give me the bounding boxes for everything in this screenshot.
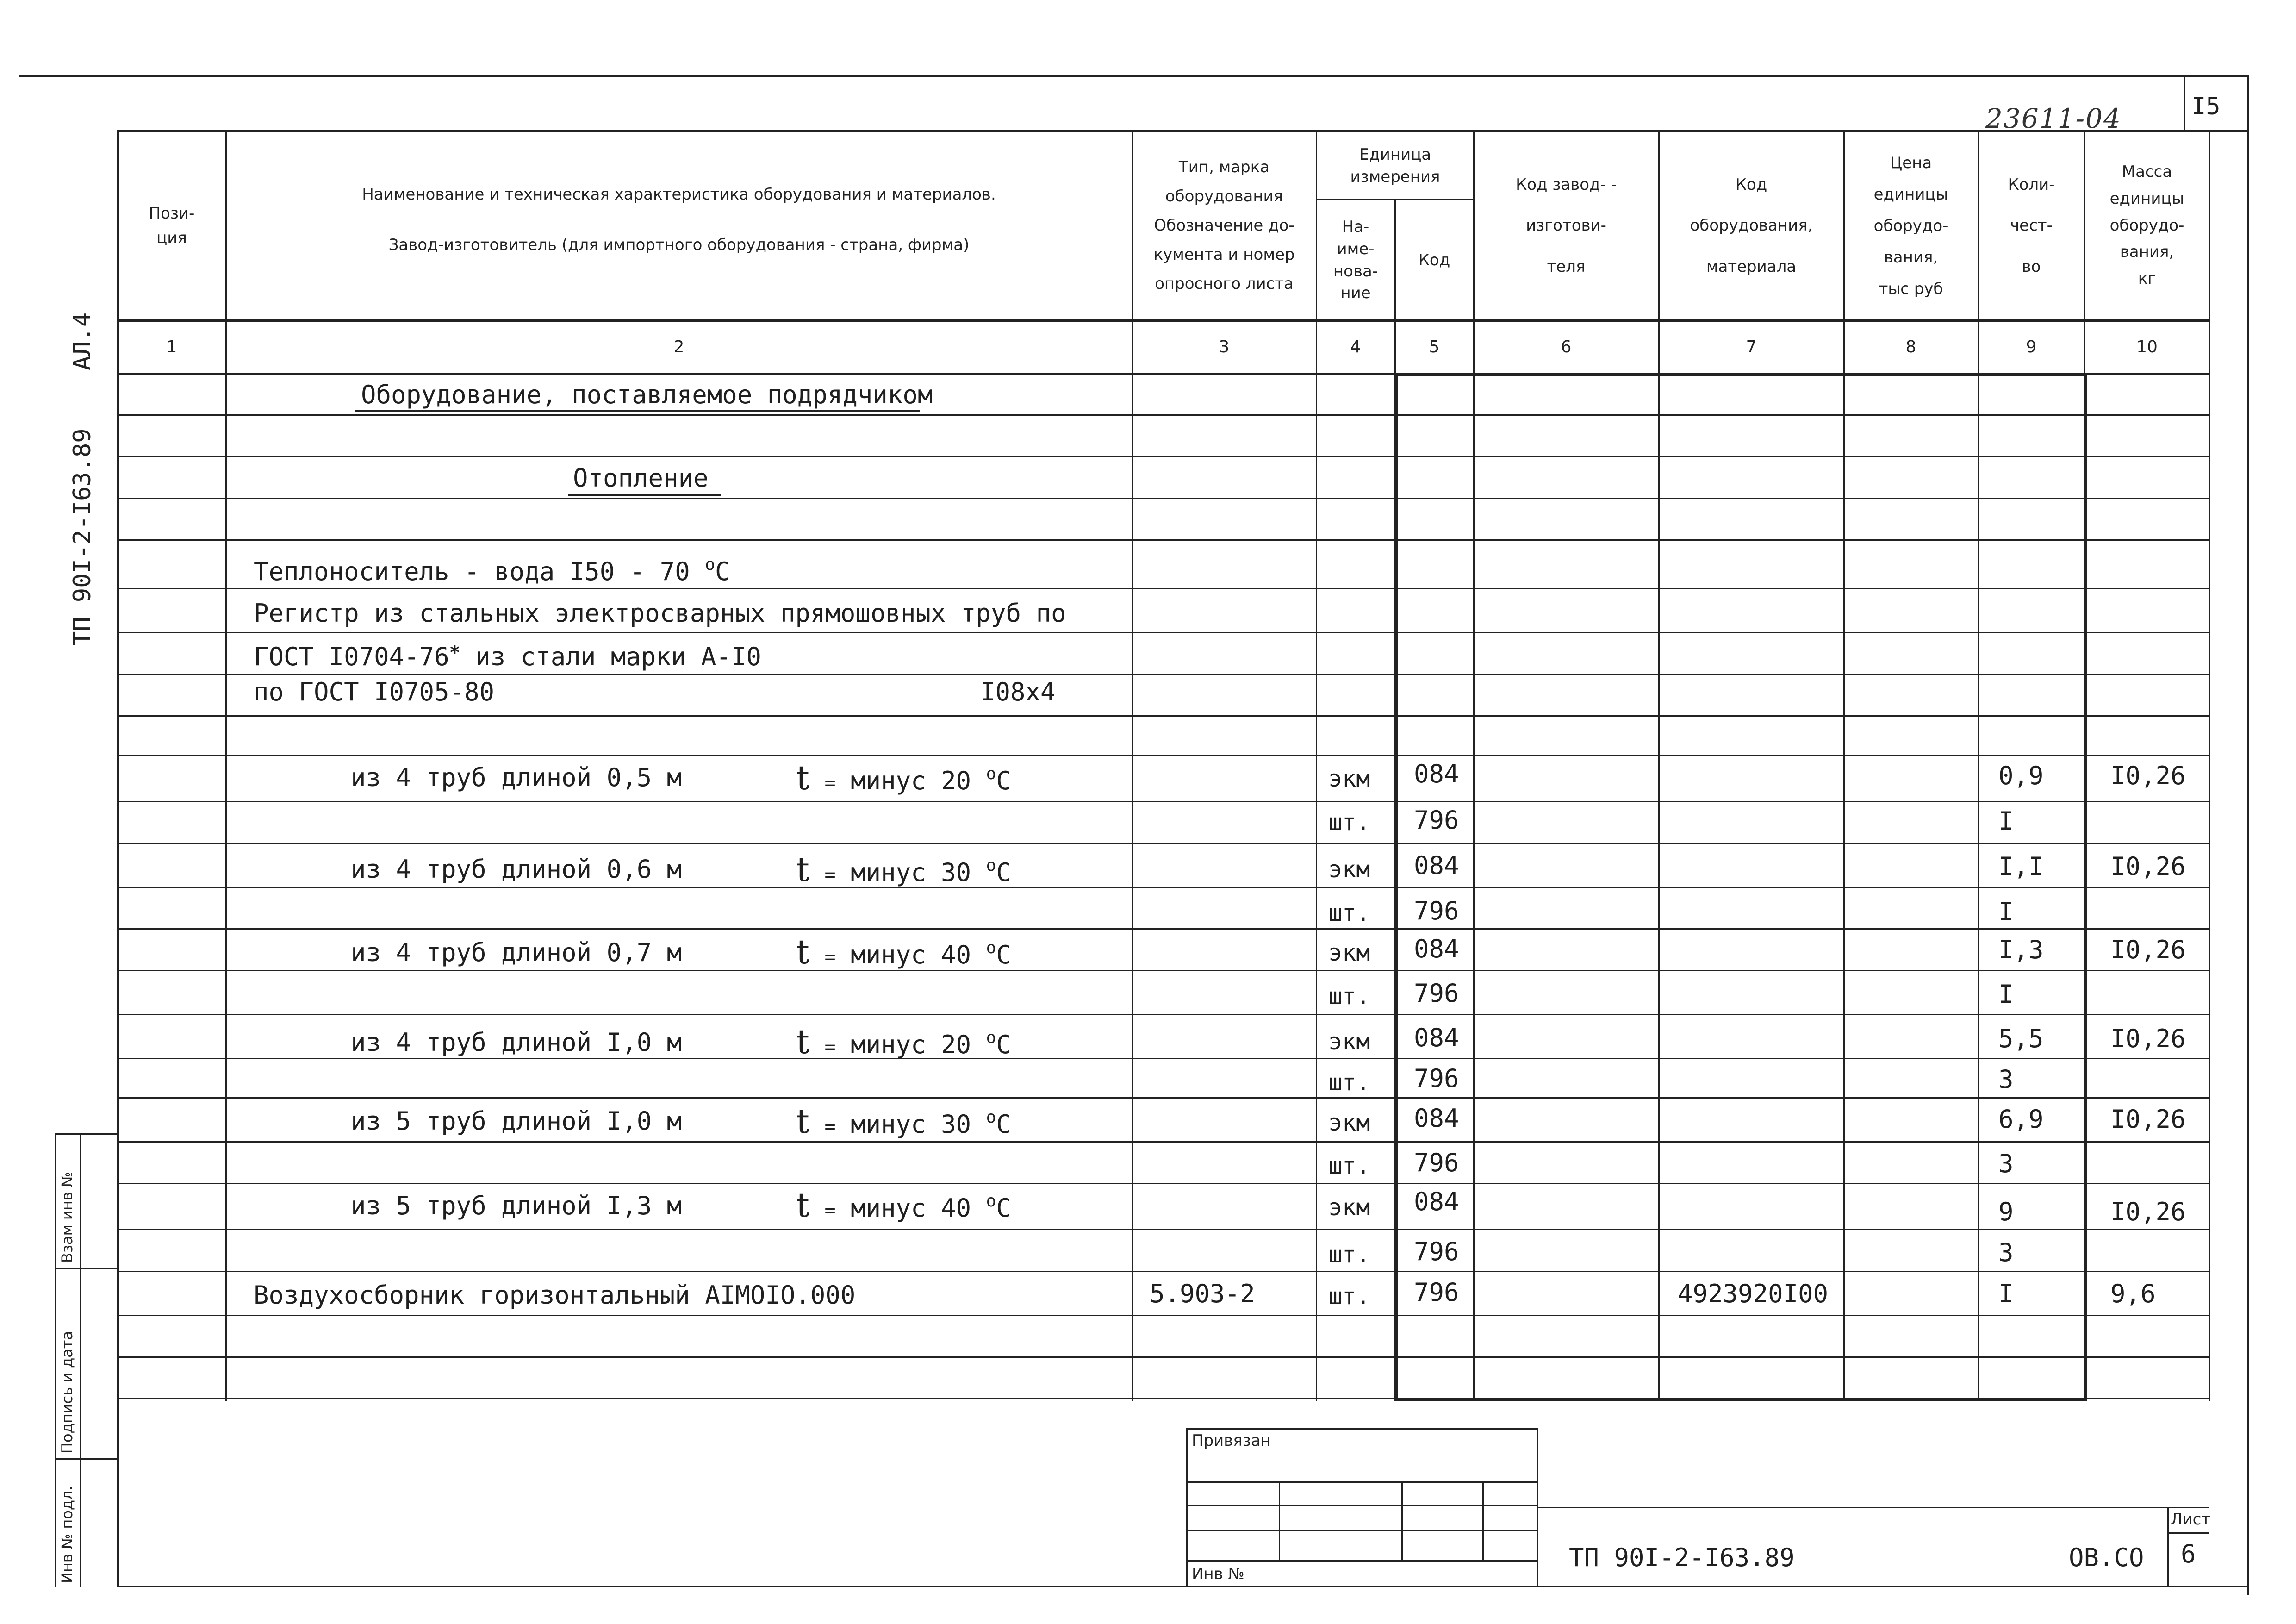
temp-symbol: t — [796, 1186, 809, 1224]
item-unit-code: 084 — [1414, 1023, 1459, 1052]
item-temp — [796, 1178, 1011, 1234]
left-strip-sep2 — [55, 1458, 118, 1460]
stamp-line — [1186, 1560, 1537, 1562]
row-line — [117, 1014, 2209, 1015]
degree-mark: o — [986, 1028, 996, 1047]
row-line — [117, 1356, 2209, 1358]
title-list-label: Лист — [2171, 1510, 2211, 1529]
item-unit: экм — [1328, 1194, 1370, 1221]
col-sep-7 — [1843, 130, 1845, 374]
register-pipe-size: I08х4 — [980, 677, 1056, 706]
side-podpis-data: Подпись и дата — [58, 1330, 76, 1454]
body-block-top — [1394, 373, 2087, 376]
stamp-inv-no: Инв № — [1192, 1565, 1244, 1583]
row-line — [117, 1271, 2209, 1272]
row-line — [117, 1398, 2209, 1399]
col-sep-1 — [225, 130, 227, 1401]
col-sep-3 — [1316, 130, 1317, 1401]
item-unit: экм — [1328, 1028, 1370, 1055]
stamp-col — [1482, 1481, 1484, 1560]
stamp-left — [1186, 1428, 1188, 1587]
row-line — [117, 632, 2209, 633]
temp-value: минус 30 — [851, 858, 986, 887]
frame-bottom — [117, 1586, 2248, 1587]
air-collector-type: 5.903-2 — [1150, 1279, 1255, 1308]
side-album: АЛ.4 — [68, 312, 96, 370]
item-qty: 5,5 — [1998, 1024, 2044, 1053]
temp-value: минус 40 — [851, 1193, 986, 1223]
item-temp — [796, 925, 1011, 981]
item-qty: 0,9 — [1998, 761, 2044, 790]
item-qty: 3 — [1998, 1149, 2014, 1178]
air-collector-unit: шт. — [1328, 1283, 1370, 1310]
col-sep-10-right — [2209, 130, 2210, 1401]
item-qty: 9 — [1998, 1197, 2014, 1226]
header-col4: На- име- нова- ние — [1333, 218, 1378, 303]
header-col2: Наименование и техническая характеристика оборудования и материалов. Завод-изготовитель (для импортного оборудования - страна, фирма) — [362, 185, 996, 255]
row-line — [117, 1229, 2209, 1230]
register-desc-line1: Регистр из стальных электросварных прямошовных труб по — [254, 599, 1066, 628]
temp-value: минус 30 — [851, 1110, 986, 1139]
handwritten-archive-id: 23611-04 — [1985, 103, 2122, 134]
header-units-group: Единица измерения — [1350, 145, 1440, 186]
left-strip-top — [55, 1133, 118, 1135]
celsius-unit: C — [996, 1110, 1011, 1139]
item-desc: из 4 труб длиной I,0 м — [351, 1028, 682, 1057]
col-sep-5 — [1473, 130, 1475, 374]
revision-star: * — [449, 642, 460, 663]
stamp-col — [1279, 1481, 1280, 1560]
item-qty: 3 — [1998, 1065, 2014, 1094]
header-col5: Код — [1418, 251, 1450, 270]
item-unit-code: 796 — [1414, 896, 1459, 925]
celsius-unit: C — [715, 557, 730, 586]
degree-mark: o — [986, 1108, 996, 1127]
item-mass: I0,26 — [2110, 935, 2186, 964]
celsius-unit: C — [996, 766, 1011, 795]
temp-symbol: t — [796, 758, 809, 797]
item-temp — [796, 1094, 1011, 1150]
colnum-10: 10 — [2136, 337, 2158, 356]
item-unit-code: 796 — [1414, 1064, 1459, 1093]
header-bottom-line — [117, 319, 2209, 322]
item-qty: I — [1998, 897, 2014, 926]
item-desc: из 4 труб длиной 0,5 м — [351, 763, 682, 792]
celsius-unit: C — [996, 1193, 1011, 1223]
colnum-6: 6 — [1561, 337, 1572, 356]
temp-symbol: t — [796, 1022, 809, 1061]
row-line — [117, 715, 2209, 717]
title-block-sheet-sep — [2167, 1507, 2169, 1587]
left-strip-sep1 — [55, 1268, 118, 1269]
row-line — [117, 1315, 2209, 1316]
equals-sign: = — [824, 773, 836, 794]
item-mass: I0,26 — [2110, 1105, 2186, 1134]
row-line — [117, 755, 2209, 756]
heat-carrier-text: Теплоноситель - вода I50 - 70 — [254, 557, 705, 586]
section-title-underline — [355, 410, 920, 412]
item-unit-code: 084 — [1414, 851, 1459, 880]
item-unit-code: 796 — [1414, 1148, 1459, 1177]
row-line — [117, 498, 2209, 499]
item-desc: из 5 труб длиной I,0 м — [351, 1106, 682, 1136]
colnum-9: 9 — [2026, 337, 2037, 356]
item-unit: экм — [1328, 765, 1370, 792]
temp-symbol: t — [796, 1102, 809, 1141]
side-vzam-inv: Взам инв № — [58, 1172, 76, 1263]
air-collector-equip-code: 4923920I00 — [1678, 1279, 1829, 1308]
item-unit-code: 084 — [1414, 759, 1459, 788]
colnum-5: 5 — [1429, 337, 1440, 356]
item-unit: шт. — [1328, 1152, 1370, 1179]
item-unit-code: 796 — [1414, 806, 1459, 835]
left-strip-outer — [55, 1133, 56, 1587]
item-qty: I — [1998, 980, 2014, 1009]
row-line — [117, 674, 2209, 675]
title-doc-code: ТП 90I-2-I63.89 — [1569, 1543, 1795, 1572]
item-unit-code: 796 — [1414, 1237, 1459, 1266]
register-gost-1: ГОСТ I0704-76 — [254, 642, 449, 671]
stamp-line — [1186, 1505, 1537, 1506]
item-desc: из 5 труб длиной I,3 м — [351, 1191, 682, 1220]
title-mark: ОВ.СО — [2069, 1543, 2144, 1572]
title-block-top — [1537, 1507, 2209, 1508]
colnum-7: 7 — [1746, 337, 1757, 356]
row-line — [117, 1183, 2209, 1184]
col-sep-4 — [1394, 199, 1396, 374]
col-sep-6 — [1658, 130, 1660, 374]
celsius-unit: C — [996, 1030, 1011, 1059]
left-strip-mid — [80, 1133, 81, 1587]
item-unit: шт. — [1328, 1069, 1370, 1096]
title-list-number: 6 — [2181, 1539, 2196, 1568]
item-unit: шт. — [1328, 1241, 1370, 1268]
frame-left — [117, 130, 119, 1587]
temp-value: минус 40 — [851, 940, 986, 969]
item-qty: 6,9 — [1998, 1105, 2044, 1134]
row-line — [117, 1141, 2209, 1143]
item-unit: экм — [1328, 856, 1370, 883]
item-unit: экм — [1328, 939, 1370, 966]
corner-box-left — [2184, 77, 2185, 130]
header-col1: Пози- ция — [149, 204, 195, 247]
celsius-unit: C — [996, 858, 1011, 887]
equals-sign: = — [824, 1200, 836, 1221]
stamp-line — [1186, 1530, 1537, 1531]
air-collector-mass: 9,6 — [2110, 1279, 2156, 1308]
degree-mark: o — [986, 938, 996, 957]
item-unit: экм — [1328, 1109, 1370, 1136]
item-temp — [796, 1015, 1011, 1070]
item-unit-code: 084 — [1414, 1187, 1459, 1216]
equals-sign: = — [824, 1116, 836, 1137]
stamp-line — [1186, 1481, 1537, 1483]
item-unit: шт. — [1328, 899, 1370, 926]
item-qty: I — [1998, 806, 2014, 836]
sheet-corner-number: I5 — [2191, 93, 2221, 120]
subsection-title-underline — [568, 494, 721, 496]
header-col7: Код оборудования, материала — [1690, 175, 1813, 276]
header-col8: Цена единицы оборудо- вания, тыс руб — [1873, 153, 1948, 298]
header-col9: Коли- чест- во — [2008, 175, 2055, 276]
row-line — [117, 539, 2209, 541]
col-sep-8 — [1978, 130, 1979, 374]
degree-mark: o — [986, 764, 996, 783]
row-line — [117, 928, 2209, 930]
item-qty: 3 — [1998, 1238, 2014, 1267]
top-margin-line — [19, 75, 2249, 77]
equals-sign: = — [824, 947, 836, 968]
item-temp — [796, 751, 1011, 806]
heat-carrier-line — [254, 546, 730, 590]
register-steel-grade: из стали марки А-I0 — [460, 642, 761, 671]
equals-sign: = — [824, 1037, 836, 1058]
section-title: Оборудование, поставляемое подрядчиком — [361, 380, 933, 409]
side-doc-code: ТП 90I-2-I63.89 — [68, 428, 96, 646]
item-mass: I0,26 — [2110, 852, 2186, 881]
colnum-3: 3 — [1219, 337, 1230, 356]
header-col6: Код завод- - изготови- теля — [1516, 175, 1617, 276]
header-col10: Масса единицы оборудо- вания, кг — [2109, 162, 2184, 288]
subsection-title: Отопление — [573, 463, 709, 493]
item-unit: шт. — [1328, 983, 1370, 1010]
col-sep-9 — [2084, 130, 2085, 374]
row-line — [117, 801, 2209, 802]
title-block-sheet-line — [2167, 1532, 2209, 1534]
row-line — [117, 456, 2209, 457]
item-unit-code: 084 — [1414, 1104, 1459, 1133]
temp-value: минус 20 — [851, 766, 986, 795]
item-unit-code: 796 — [1414, 979, 1459, 1008]
colnum-8: 8 — [1905, 337, 1916, 356]
header-col3: Тип, марка оборудования Обозначение до- кумента и номер опросного листа — [1153, 158, 1295, 293]
item-mass: I0,26 — [2110, 1197, 2186, 1226]
item-unit-code: 084 — [1414, 934, 1459, 963]
colnum-1: 1 — [166, 337, 177, 356]
stamp-col — [1401, 1481, 1403, 1560]
degree-mark: o — [986, 856, 996, 875]
colnum-2: 2 — [673, 337, 684, 356]
equals-sign: = — [824, 864, 836, 886]
side-inv-podl: Инв № подл. — [58, 1486, 76, 1583]
row-line — [117, 843, 2209, 844]
celsius-unit: C — [996, 940, 1011, 969]
row-line — [117, 414, 2209, 416]
degree-mark: o — [986, 1192, 996, 1211]
air-collector-qty: I — [1998, 1279, 2014, 1308]
stamp-privyazan: Привязан — [1192, 1431, 1271, 1450]
item-desc: из 4 труб длиной 0,7 м — [351, 938, 682, 967]
item-temp — [796, 843, 1011, 898]
air-collector-code: 796 — [1414, 1278, 1459, 1307]
item-mass: I0,26 — [2110, 761, 2186, 790]
item-mass: I0,26 — [2110, 1024, 2186, 1053]
register-desc-line3: по ГОСТ I0705-80 — [254, 677, 495, 706]
air-collector-desc: Воздухосборник горизонтальный АIМОIО.000 — [254, 1280, 856, 1310]
row-line — [117, 1097, 2209, 1099]
item-qty: I,3 — [1998, 935, 2044, 964]
temp-symbol: t — [796, 932, 809, 971]
temp-symbol: t — [796, 850, 809, 889]
degree-mark: o — [705, 555, 716, 574]
stamp-top — [1186, 1428, 1537, 1430]
colnum-4: 4 — [1350, 337, 1361, 356]
item-desc: из 4 труб длиной 0,6 м — [351, 855, 682, 884]
col-sep-2 — [1132, 130, 1133, 1401]
item-unit: шт. — [1328, 809, 1370, 836]
register-desc-line2 — [254, 637, 761, 673]
item-qty: I,I — [1998, 852, 2044, 881]
temp-value: минус 20 — [851, 1030, 986, 1059]
corner-box-right — [2247, 77, 2249, 1595]
